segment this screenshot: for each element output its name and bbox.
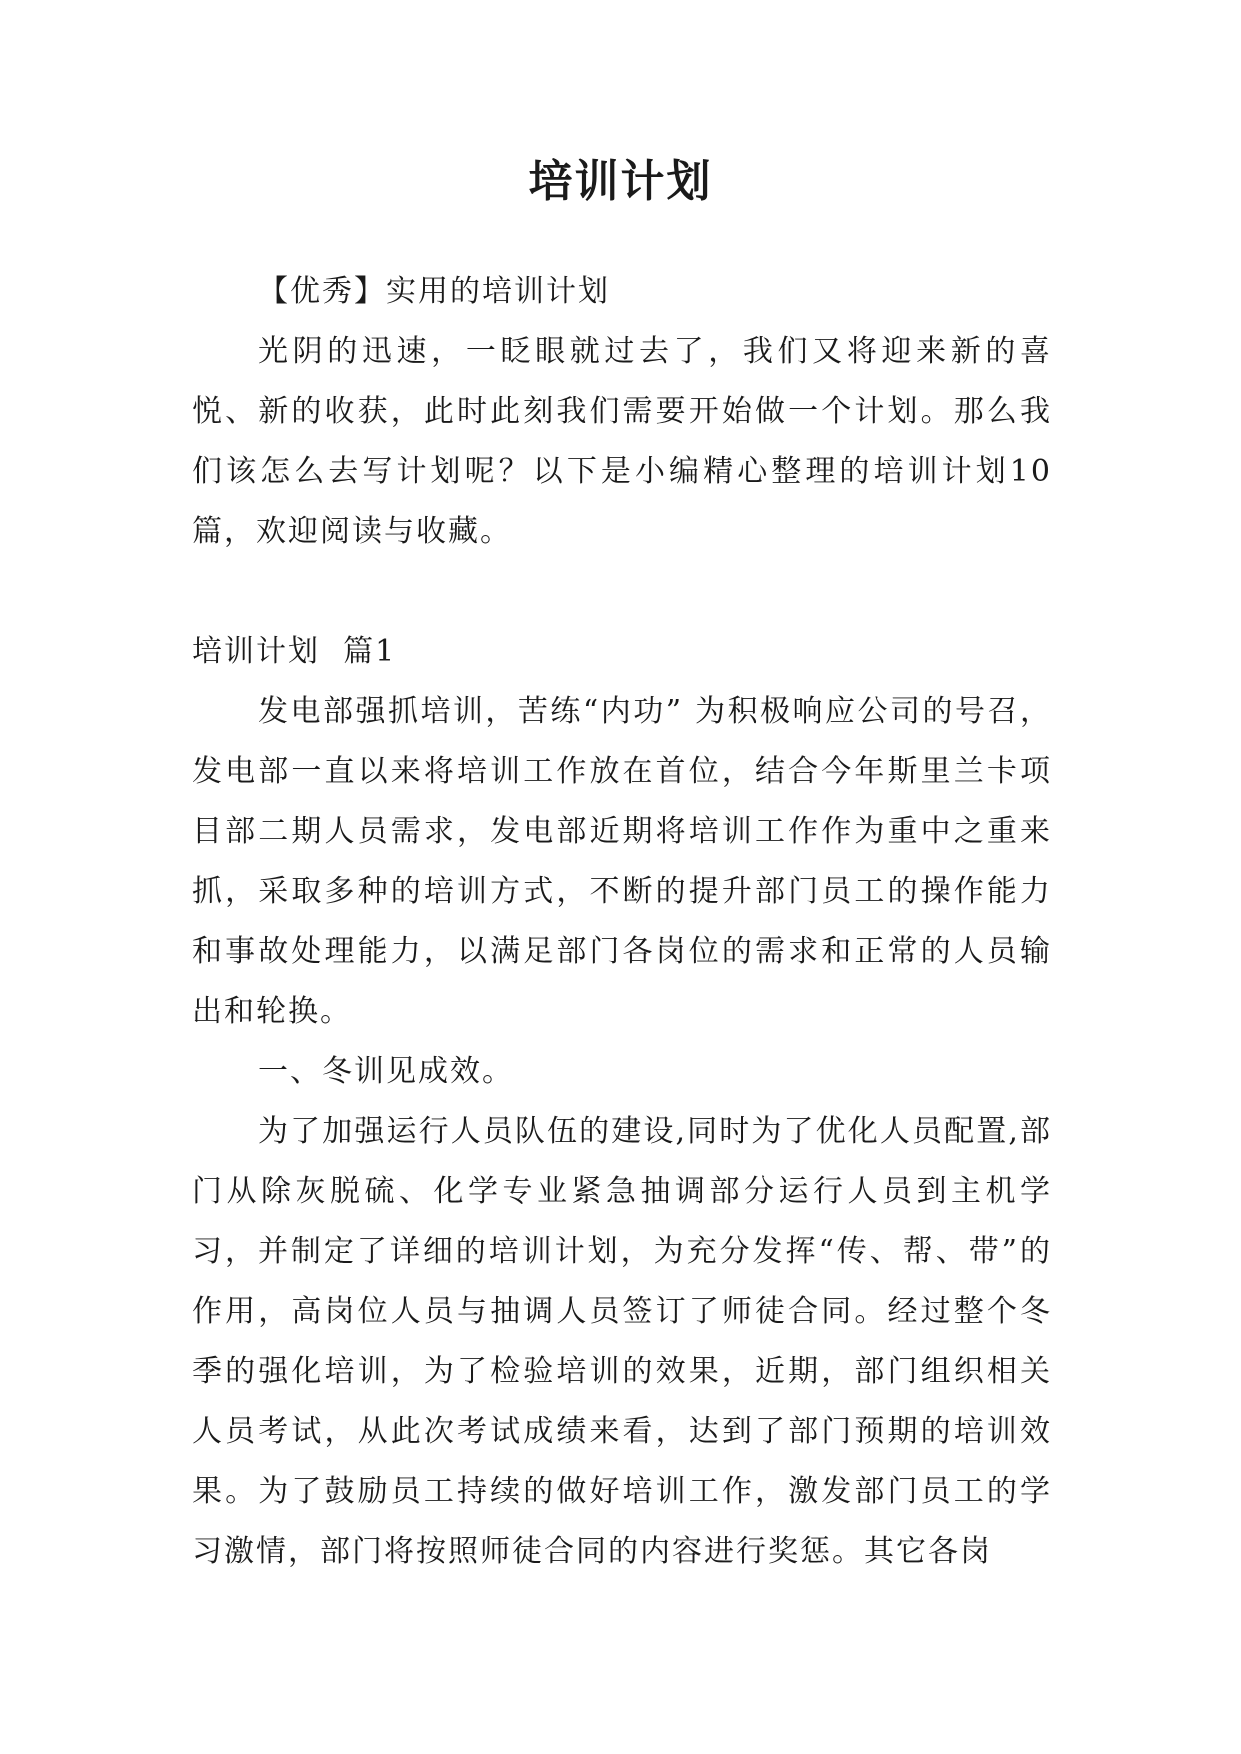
section-heading: 培训计划 篇1 [192,634,397,669]
document-subtitle: 【优秀】实用的培训计划 [258,274,610,309]
spacer [192,562,1052,622]
document-title: 培训计划 [528,156,713,207]
document-body [192,262,1052,1582]
body-paragraph-1: 发电部强抓培训，苦练“内功” 为积极响应公司的号召，发电部一直以来将培训工作放在首位，结合今年斯里兰卡项目部二期人员需求，发电部近期将培训工作作为重中之重来抓，采取多种的培训方式，不断的提升部门员工的操作能力和事故处理能力，以满足部门各岗位的需求和正常的人员输出和轮换。 [192,694,1052,1029]
body-paragraph-2: 一、冬训见成效。 [258,1054,514,1089]
intro-paragraph: 光阴的迅速，一眨眼就过去了，我们又将迎来新的喜悦、新的收获，此时此刻我们需要开始做一个计划。那么我们该怎么去写计划呢？以下是小编精心整理的培训计划10篇，欢迎阅读与收藏。 [192,334,1052,549]
body-paragraph-3: 为了加强运行人员队伍的建设,同时为了优化人员配置,部门从除灰脱硫、化学专业紧急抽调部分运行人员到主机学习，并制定了详细的培训计划，为充分发挥“传、帮、带”的作用，高岗位人员与抽调人员签订了师徒合同。经过整个冬季的强化培训，为了检验培训的效果，近期，部门组织相关人员考试，从此次考试成绩来看，达到了部门预期的培训效果。为了鼓励员工持续的做好培训工作，激发部门员工的学习激情，部门将按照师徒合同的内容进行奖惩。其它各岗 [192,1114,1052,1569]
